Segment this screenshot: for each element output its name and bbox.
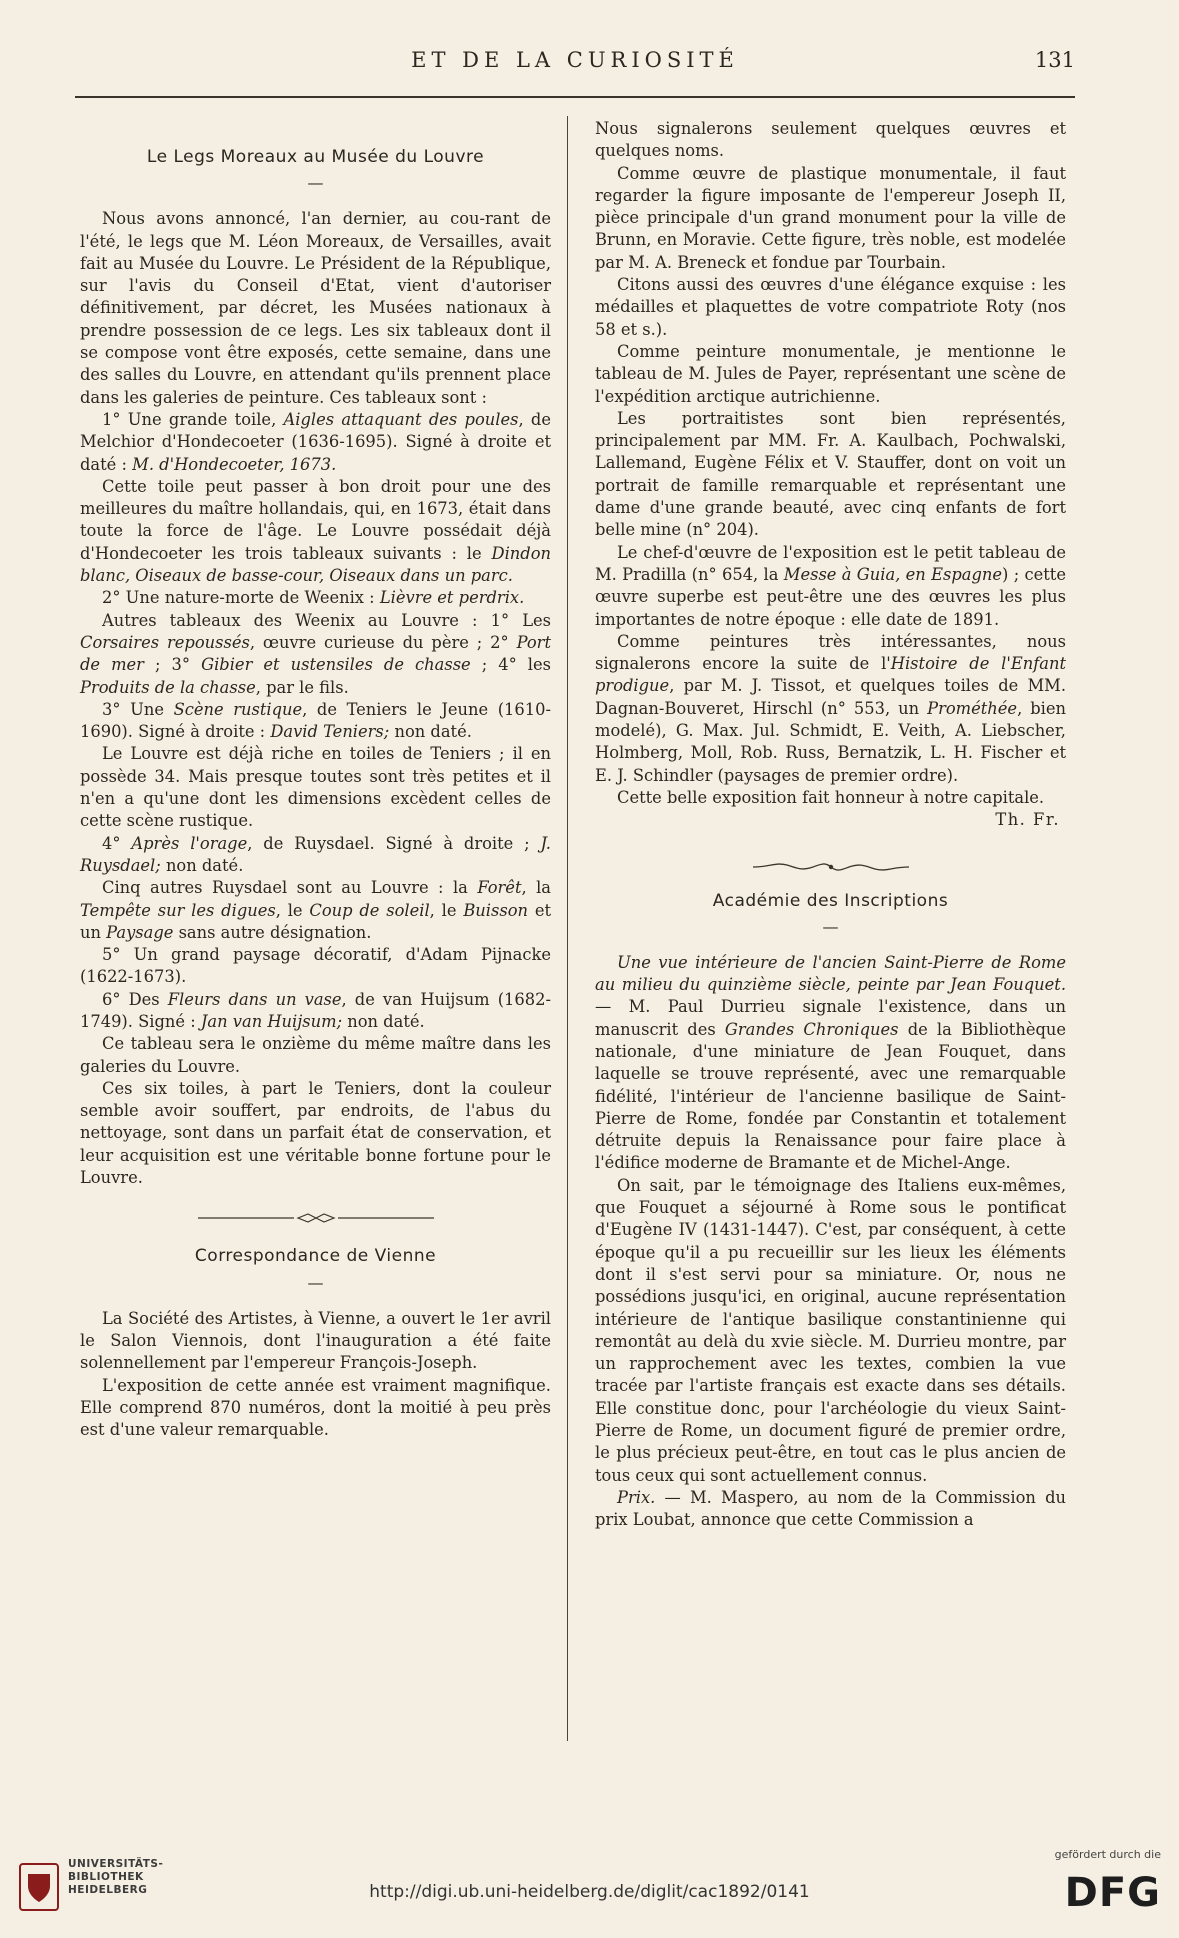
dfg-logo: DFG [1064,1870,1161,1916]
paragraph: Cette belle exposition fait honneur à notre capitale. [617,787,1045,807]
running-head [75,48,1075,78]
paragraph: Citons aussi des œuvres d'une élégance exquise : les médailles et plaquettes de votre compatriote Roty (nos 58 et s.). [595,275,1066,339]
right-column [595,118,1066,1532]
paragraph: Comme œuvre de plastique monumentale, il faut regarder la figure imposante de l'empereur Joseph II, pièce principale d'un grand monument pour la ville de Brunn, en Moravie. Cette figure, très noble, est modelée par M. A. Breneck et fondue par Tourbain. [595,163,1066,272]
paragraph: Nous avons annoncé, l'an dernier, au cou-rant de l'été, le legs que M. Léon Moreaux, de Versailles, avait fait au Musée du Louvre. Le Président de la République, sur l'avis du Conseil d'Etat, vient d'autoriser définitivement, par décret, les Musées nationaux à prendre possession de ce legs. Les six tableaux dont il se compose vont être exposés, cette semaine, dans une des salles du Louvre, en attendant qu'ils prennent place dans les galeries de peinture. Ces tableaux sont : [80,209,551,407]
section-title-legs-moreaux: Le Legs Moreaux au Musée du Louvre [146,147,485,167]
paragraph: Comme peintures très intéressantes, nous signalerons encore la suite de l'Histoire de l'Enfant prodigue, par M. J. Tissot, et quelques toiles de MM. Dagnan-Bouveret, Hirschl (n° 553, un Prométhée, bien modelé), G. Max. Jul. Schmidt, E. Veith, A. Liebscher, Holmberg, Moll, Rob. Russ, Bernatzik, L. H. Fischer et E. J. Schindler (paysages de premier ordre). [595,631,1066,785]
section-divider-ornament [196,1211,436,1225]
funder-caption: gefördert durch die [1054,1848,1161,1861]
paragraph: Prix. — M. Maspero, au nom de la Commission du prix Loubat, annonce que cette Commission a [595,1487,1066,1530]
section-title-academie: Académie des Inscriptions [712,890,949,911]
paragraph: Les portraitistes sont bien représentés, principalement par MM. Fr. A. Kaulbach, Pochwalski, Lallemand, Eugène Félix et V. Stauffer, dont on voit un portrait de famille remarquable et représentant une dame d'une grande beauté, avec cinq enfants de fort belle mine (n° 204). [595,408,1066,540]
paragraph: Le chef-d'œuvre de l'exposition est le petit tableau de M. Pradilla (n° 654, la Messe à Guia, en Espagne) ; cette œuvre superbe est peut-être une des œuvres les plus importantes de notre époque : elle date de 1891. [595,542,1066,629]
section-dash: — [822,916,839,936]
paragraph: Autres tableaux des Weenix au Louvre : 1° Les Corsaires repoussés, œuvre curieuse du père ; 2° Port de mer ; 3° Gibier et ustensiles de chasse ; 4° les Produits de la chasse, par le fils. [80,610,551,697]
column-divider [567,116,568,1741]
paragraph: 2° Une nature-morte de Weenix : Lièvre et perdrix. [102,588,525,608]
paragraph: Comme peinture monumentale, je mentionne le tableau de M. Jules de Payer, représentant une scène de l'expédition arctique autrichienne. [595,341,1066,406]
paragraph: 5° Un grand paysage décoratif, d'Adam Pijnacke (1622-1673). [80,945,551,987]
library-name: UNIVERSITÄTS- BIBLIOTHEK HEIDELBERG [68,1858,164,1896]
paragraph: Le Louvre est déjà riche en toiles de Teniers ; il en possède 34. Mais presque toutes sont très petites et il n'en a qu'une dont les dimensions excèdent celles de cette scène rustique. [80,744,551,831]
page-footer [0,1844,1179,1938]
paragraph: L'exposition de cette année est vraiment magnifique. Elle comprend 870 numéros, dont la moitié à peu près est d'une valeur remarquable. [80,1375,551,1440]
paragraph: 1° Une grande toile, Aigles attaquant des poules, de Melchior d'Hondecoeter (1636-1695). Signé à droite et daté : M. d'Hondecoeter, 1673. [80,409,551,474]
header-rule [75,96,1075,98]
paragraph: Nous signalerons seulement quelques œuvres et quelques noms. [595,119,1066,161]
signature-line [595,809,1066,831]
paragraph: 6° Des Fleurs dans un vase, de van Huijsum (1682-1749). Signé : Jan van Huijsum; non daté. [80,989,551,1031]
paragraph: Cette toile peut passer à bon droit pour une des meilleures du maître hollandais, qui, en 1673, était dans toute la force de l'âge. Le Louvre possédait déjà d'Hondecoeter les trois tableaux suivants : le Dindon blanc, Oiseaux de basse-cour, Oiseaux dans un parc. [80,476,551,586]
section-dash: — [307,1272,324,1292]
left-column [80,118,551,1441]
paragraph: Cinq autres Ruysdael sont au Louvre : la Forêt, la Tempête sur les digues, le Coup de soleil, le Buisson et un Paysage sans autre désignation. [80,878,552,942]
running-title: ET DE LA CURIOSITÉ [411,48,739,72]
author-signature: Th. Fr. [995,810,1060,830]
paragraph: Ces six toiles, à part le Teniers, dont la couleur semble avoir souffert, par endroits, de l'abus du nettoyage, sont dans un parfait état de conservation, et leur acquisition est une véritable bonne fortune pour le Louvre. [80,1078,551,1188]
paragraph: 3° Une Scène rustique, de Teniers le Jeune (1610-1690). Signé à droite : David Teniers; non daté. [80,699,551,742]
source-url-link[interactable]: http://digi.ub.uni-heidelberg.de/diglit/cac1892/0141 [369,1882,810,1902]
section-divider-ornament [751,860,911,874]
paragraph: Ce tableau sera le onzième du même maître dans les galeries du Louvre. [80,1034,551,1076]
paragraph: 4° Après l'orage, de Ruysdael. Signé à droite ; J. Ruysdael; non daté. [80,833,551,875]
section-title-correspondance: Correspondance de Vienne [194,1246,437,1267]
paragraph: On sait, par le témoignage des Italiens eux-mêmes, que Fouquet a séjourné à Rome sous le pontificat d'Eugène IV (1431-1447). C'est, par conséquent, à cette époque qu'il a pu recueillir sur les lieux les éléments dont il s'est servi pour sa miniature. Or, nous ne possédions jusqu'ici, en original, aucune représentation intérieure de l'antique basilique constantinienne qui remontât au delà du xvie siècle. M. Durrieu montre, par un rapprochement avec les textes, combien la vue tracée par l'artiste français est exacte dans ses détails. Elle constitue donc, pour l'archéologie du vieux Saint-Pierre de Rome, un document figuré de premier ordre, le plus précieux peut-être, en tout cas le plus ancien de tous ceux qui sont actuellement connus. [595,1175,1066,1485]
paragraph: Une vue intérieure de l'ancien Saint-Pierre de Rome au milieu du quinzième siècle, peinte par Jean Fouquet. — M. Paul Durrieu signale l'existence, dans un manuscrit des Grandes Chroniques de la Bibliothèque nationale, d'une miniature de Jean Fouquet, dans laquelle se trouve représenté, avec une remarquable fidélité, l'intérieur de l'ancienne basilique de Saint-Pierre de Rome, fondée par Constantin et totalement détruite depuis la Renaissance pour faire place à l'édifice moderne de Bramante et de Michel-Ange. [595,952,1066,1173]
page-number: 131 [1034,48,1075,72]
paragraph: La Société des Artistes, à Vienne, a ouvert le 1er avril le Salon Viennois, dont l'inauguration a été faite solennellement par l'empereur François-Joseph. [80,1308,551,1373]
section-dash: — [307,173,324,193]
